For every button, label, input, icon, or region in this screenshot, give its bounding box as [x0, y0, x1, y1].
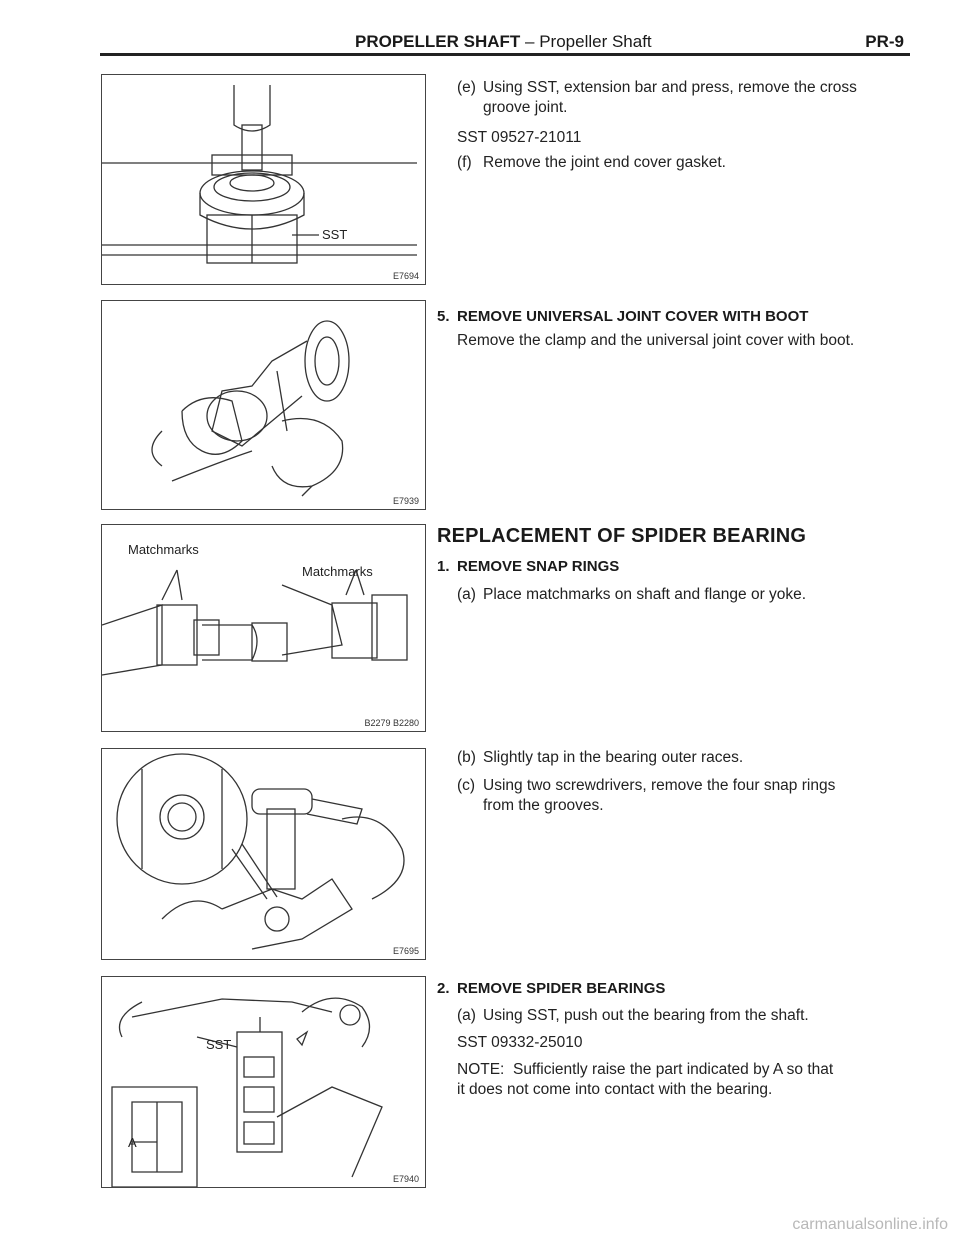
step-1-title: REMOVE SNAP RINGS [457, 558, 620, 575]
header-subsection: Propeller Shaft [539, 32, 652, 51]
figure-snap-rings [101, 748, 426, 960]
substep-1a-key: (a) [457, 586, 476, 603]
substep-e [457, 78, 917, 118]
step-2-heading [437, 980, 665, 997]
step-2-title: REMOVE SPIDER BEARINGS [457, 980, 666, 997]
figure-matchmarks [101, 524, 426, 732]
note-text [457, 1060, 927, 1100]
figure-1-label-sst: SST [322, 227, 348, 242]
substep-e-text-2: groove joint. [483, 99, 568, 116]
header-rule [100, 53, 910, 56]
section-title: REPLACEMENT OF SPIDER BEARING [437, 525, 807, 547]
step-5-title: REMOVE UNIVERSAL JOINT COVER WITH BOOT [457, 308, 809, 325]
substep-e-text-1: Using SST, extension bar and press, remove the cross [483, 79, 857, 96]
figure-press-cross-groove-joint [101, 74, 426, 285]
figure-3-label-matchmarks-left: Matchmarks [128, 542, 199, 557]
figure-3-label-matchmarks-right: Matchmarks [302, 564, 373, 579]
step-5-text: Remove the clamp and the universal joint cover with boot. [457, 332, 855, 349]
figure-2-drawing [102, 301, 425, 509]
substep-2a-text: Using SST, push out the bearing from the shaft. [483, 1007, 809, 1024]
note-line-2: it does not come into contact with the bearing. [457, 1081, 773, 1098]
header-title [355, 32, 652, 52]
page-number: PR-9 [865, 32, 904, 51]
figure-5-code: E7940 [392, 1174, 419, 1184]
substep-1b-key: (b) [457, 749, 476, 766]
substep-2a-key: (a) [457, 1007, 476, 1024]
header-separator: – [520, 32, 540, 51]
figure-3-code: B2279 B2280 [364, 718, 419, 728]
substep-f [457, 153, 917, 173]
step-5-heading [437, 308, 808, 325]
substep-1a-text: Place matchmarks on shaft and flange or yoke. [483, 586, 807, 603]
figure-5-label-a: A [128, 1135, 137, 1150]
substep-1b [457, 748, 917, 768]
figure-remove-boot [101, 300, 426, 510]
substep-1c-key: (c) [457, 777, 476, 794]
substep-1c-text-1: Using two screwdrivers, remove the four snap rings [483, 777, 836, 794]
substep-1b-text: Slightly tap in the bearing outer races. [483, 749, 744, 766]
substep-2a [457, 1006, 917, 1026]
step-1-number: 1. [437, 558, 450, 575]
substep-f-key: (f) [457, 154, 472, 171]
substep-e-key: (e) [457, 79, 476, 96]
step-5-number: 5. [437, 308, 450, 325]
figure-4-code: E7695 [392, 946, 419, 956]
watermark: carmanualsonline.info [792, 1216, 948, 1233]
note-line-1: NOTE: Sufficiently raise the part indicated by A so that [457, 1061, 834, 1078]
substep-f-text: Remove the joint end cover gasket. [483, 154, 726, 171]
figure-1-code: E7694 [392, 271, 419, 281]
sst-number-1: SST 09527-21011 [457, 129, 582, 146]
page-header [100, 30, 910, 52]
substep-1c-text-2: from the grooves. [483, 797, 604, 814]
figure-2-code: E7939 [392, 496, 419, 506]
header-section: PROPELLER SHAFT [355, 32, 521, 51]
substep-1a [457, 585, 917, 605]
substep-1c [457, 776, 917, 816]
figure-1-drawing [102, 75, 425, 284]
step-1-heading [437, 558, 619, 575]
figure-push-out-bearing [101, 976, 426, 1188]
step-2-number: 2. [437, 980, 450, 997]
sst-number-2: SST 09332-25010 [457, 1034, 583, 1051]
figure-5-label-sst: SST [206, 1037, 232, 1052]
figure-5-drawing [102, 977, 425, 1187]
figure-4-drawing [102, 749, 425, 959]
